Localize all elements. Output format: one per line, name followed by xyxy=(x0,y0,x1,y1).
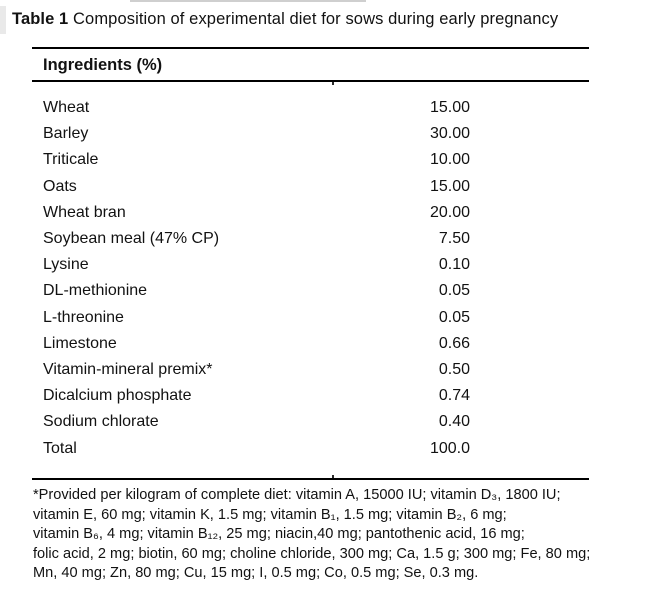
ingredient-value: 30.00 xyxy=(429,125,470,143)
table-row-total xyxy=(43,435,470,461)
ingredient-value: 0.10 xyxy=(438,256,470,274)
footnote-line: Mn, 40 mg; Zn, 80 mg; Cu, 15 mg; I, 0.5 mg; Co, 0.5 mg; Se, 0.3 mg. xyxy=(33,565,479,581)
ingredient-name: Soybean meal (47% CP) xyxy=(43,230,220,248)
ingredient-name: Vitamin-mineral premix* xyxy=(43,360,213,378)
table-caption-text: Composition of experimental diet for sows during early pregnancy xyxy=(73,10,559,28)
ingredient-name: Sodium chlorate xyxy=(43,413,159,431)
ingredient-name: Triticale xyxy=(43,151,99,169)
table-header-rule xyxy=(32,80,589,82)
table-row xyxy=(43,383,470,409)
ingredient-value: 0.40 xyxy=(438,413,470,431)
scan-artifact-top xyxy=(130,0,366,2)
ingredient-value: 15.00 xyxy=(429,177,470,195)
ingredient-value: 0.05 xyxy=(438,282,470,300)
ingredient-name: Limestone xyxy=(43,334,117,352)
footnote-line: folic acid, 2 mg; biotin, 60 mg; choline chloride, 300 mg; Ca, 1.5 g; 300 mg; Fe, 80 mg; xyxy=(33,545,591,562)
table-row xyxy=(43,95,470,121)
footnote-line: *Provided per kilogram of complete diet: vitamin A, 15000 IU; vitamin D₃, 1800 IU; xyxy=(33,487,561,503)
table-top-rule xyxy=(32,47,589,49)
ingredients-table xyxy=(43,95,470,462)
table-caption-number: Table 1 xyxy=(12,10,69,28)
table-row xyxy=(43,121,470,147)
table-bottom-rule xyxy=(32,478,589,480)
table-row xyxy=(43,252,470,278)
ingredient-value: 0.66 xyxy=(438,334,470,352)
table-row xyxy=(43,147,470,173)
table-caption xyxy=(12,10,558,29)
ingredient-value: 10.00 xyxy=(429,151,470,169)
footnote-line: vitamin B₆, 4 mg; vitamin B₁₂, 25 mg; niacin,40 mg; pantothenic acid, 16 mg; xyxy=(33,526,525,542)
ingredient-value: 100.0 xyxy=(429,439,470,457)
ingredient-value: 20.00 xyxy=(429,203,470,221)
table-row xyxy=(43,409,470,435)
ingredient-name: Barley xyxy=(43,125,89,143)
ingredient-name: Dicalcium phosphate xyxy=(43,387,192,405)
ingredient-value: 0.05 xyxy=(438,308,470,326)
table-row xyxy=(43,357,470,383)
ingredient-name: DL-methionine xyxy=(43,282,148,300)
table-footnote xyxy=(33,486,590,584)
table-row xyxy=(43,278,470,304)
table-row xyxy=(43,331,470,357)
ingredient-name: Lysine xyxy=(43,256,89,274)
column-header-ingredients: Ingredients (%) xyxy=(43,56,163,74)
ingredient-name: Total xyxy=(43,439,77,457)
ingredient-value: 7.50 xyxy=(438,230,470,248)
ingredient-name: Wheat bran xyxy=(43,203,126,221)
column-divider-tick-top xyxy=(332,82,334,85)
table-row xyxy=(43,174,470,200)
ingredient-name: Oats xyxy=(43,177,77,195)
ingredient-name: Wheat xyxy=(43,99,90,117)
ingredient-value: 0.50 xyxy=(438,360,470,378)
table-row xyxy=(43,200,470,226)
ingredient-value: 15.00 xyxy=(429,99,470,117)
footnote-line: vitamin E, 60 mg; vitamin K, 1.5 mg; vitamin B₁, 1.5 mg; vitamin B₂, 6 mg; xyxy=(33,506,507,523)
ingredient-value: 0.74 xyxy=(438,387,470,405)
scan-artifact-left xyxy=(0,6,6,34)
ingredient-name: L-threonine xyxy=(43,308,124,326)
table-row xyxy=(43,305,470,331)
table-row xyxy=(43,226,470,252)
